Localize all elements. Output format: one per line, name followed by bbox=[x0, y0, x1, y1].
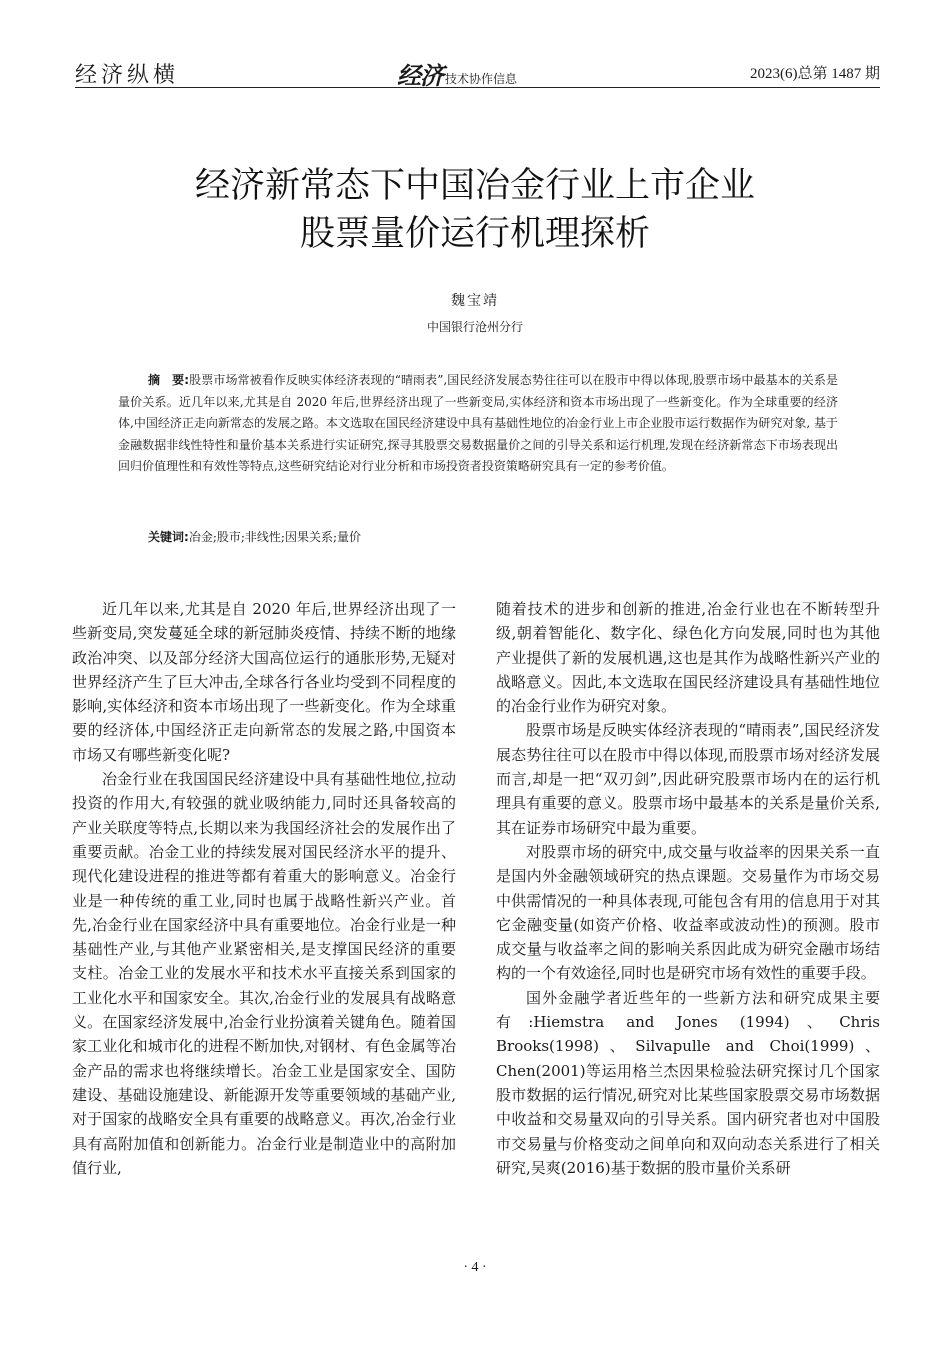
article-title-line-1: 经济新常态下中国冶金行业上市企业 bbox=[194, 166, 755, 206]
body-paragraph: 股票市场是反映实体经济表现的“晴雨表”,国民经济发展态势往往可以在股市中得以体现,而股票市场对经济发展而言,却是一把“双刃剑”,因此研究股票市场内在的运行机理具有重要的意义。股票市场中最基本的关系是量价关系,其在证券市场研究中最为重要。 bbox=[496, 721, 880, 837]
abstract-label: 摘 要: bbox=[148, 373, 190, 387]
abstract-text: 股票市场常被看作反映实体经济表现的“晴雨表”,国民经济发展态势往往可以在股市中得以体现,股票市场中最基本的关系是量价关系。近几年以来,尤其是自 2020 年后,世界经济出现了一些新变局,实体经济和资本市场出现了一些新变化。作为全球重要的经济体,中国经济正走向新常态的发展之路。本文选取在国民经济建设中具有基础性地位的冶金行业上市企业股市运行数据作为研究对象, 基于金融数据非线性特性和量价基本关系进行实证研究,探寻其股票交易数据量价之间的引导关系和运行机理,发现在经济新常态下市场表现出回归价值理性和有效性等特点,这些研究结论对行业分析和市场投资者投资策略研究具有一定的参考价值。 bbox=[118, 373, 838, 474]
keywords-label: 关键词: bbox=[148, 530, 189, 544]
author-affiliation: 中国银行沧州分行 bbox=[426, 320, 523, 334]
journal-logo-subtitle: 技术协作信息 bbox=[445, 72, 518, 86]
article-title-line-2: 股票量价运行机理探析 bbox=[299, 214, 650, 254]
header-rule bbox=[75, 87, 880, 88]
body-paragraph: 冶金行业在我国国民经济建设中具有基础性地位,拉动投资的作用大,有较强的就业吸纳能力,同时还具备较高的产业关联度等特点,长期以来为我国经济社会的发展作出了重要贡献。冶金工业的持续发展对国民经济水平的提升、现代化建设进程的推进等都有着重大的影响意义。冶金行业是一种传统的重工业,同时也属于战略性新兴产业。首先,冶金行业在国家经济中具有重要地位。冶金行业是一种基础性产业,与其他产业紧密相关,是支撑国民经济的重要支柱。冶金工业的发展水平和技术水平直接关系到国家的工业化水平和国家安全。其次,冶金行业的发展具有战略意义。在国家经济发展中,冶金行业扮演着关键角色。随着国家工业化和城市化的进程不断加快,对钢材、有色金属等冶金产品的需求也将继续增长。冶金工业是国家安全、国防建设、基础设施建设、新能源开发等重要领域的基础产业,对于国家的战略安全具有重要的战略意义。再次,冶金行业具有高附加值和创新能力。冶金行业是制造业中的高附加值行业, bbox=[72, 770, 456, 1177]
body-paragraph-continued: 随着技术的进步和创新的推进,冶金行业也在不断转型升级,朝着智能化、数字化、绿色化方向发展,同时也为其他产业提供了新的发展机遇,这也是其作为战略性新兴产业的战略意义。因此,本文选取在国民经济建设具有基础性地位的冶金行业作为研究对象。 bbox=[496, 600, 880, 716]
journal-logo-mark: 经济 bbox=[397, 61, 443, 90]
abstract-paragraph bbox=[118, 370, 838, 478]
keywords-text: 冶金;股市;非线性;因果关系;量价 bbox=[188, 530, 361, 544]
body-paragraph: 国外金融学者近些年的一些新方法和研究成果主要有:Hiemstra and Jones (1994)、Chris Brooks(1998)、Silvapulle and Choi(1999)、Chen(2001)等运用格兰杰因果检验法研究探讨几个国家股市数据的运行情况,研究对比某些国家股票交易市场数据中收益和交易量双向的引导关系。国内研究者也对中国股市交易量与价格变动之间单向和双向动态关系进行了相关研究,吴爽(2016)基于数据的股市量价关系研 bbox=[496, 988, 880, 1177]
body-paragraph: 对股票市场的研究中,成交量与收益率的因果关系一直是国内外金融领域研究的热点课题。交易量作为市场交易中供需情况的一种具体表现,可能包含有用的信息用于对其它金融变量(如资产价格、收益率或波动性)的预测。股市成交量与收益率之间的影响关系因此成为研究金融市场结构的一个有效途径,同时也是研究市场有效性的重要手段。 bbox=[496, 842, 880, 983]
author-name: 魏宝靖 bbox=[451, 293, 499, 309]
abstract bbox=[118, 370, 838, 478]
body-paragraph: 近几年以来,尤其是自 2020 年后,世界经济出现了一些新变局,突发蔓延全球的新冠肺炎疫情、持续不断的地缘政治冲突、以及部分经济大国高位运行的通胀形势,无疑对世界经济产生了巨大冲击,全球各行各业均受到不同程度的影响,实体经济和资本市场出现了一些新变化。作为全球重要的经济体,中国经济正走向新常态的发展之路,中国资本市场又有哪些新变化呢? bbox=[72, 600, 456, 764]
page-number: · 4 · bbox=[463, 1260, 487, 1275]
column-name: 经济纵横 bbox=[75, 63, 180, 88]
keywords bbox=[148, 528, 361, 545]
body-column-right bbox=[496, 597, 880, 1180]
running-header bbox=[75, 56, 880, 90]
issue-number: 2023(6)总第 1487 期 bbox=[750, 66, 880, 82]
journal-logo bbox=[397, 56, 517, 91]
body-column-left bbox=[72, 597, 456, 1180]
